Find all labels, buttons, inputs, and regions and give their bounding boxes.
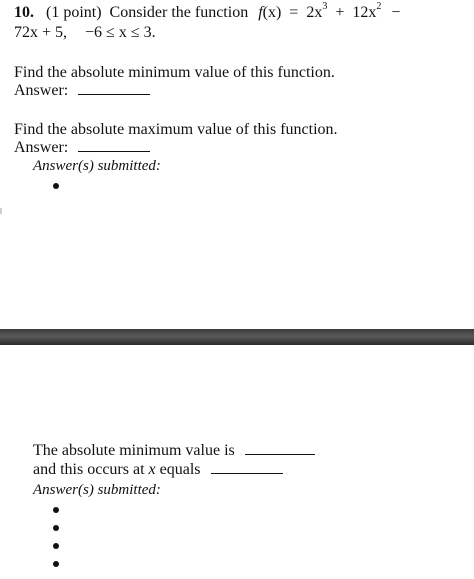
min-value-label: The absolute minimum value is [33, 442, 235, 459]
min-location-blank[interactable] [211, 461, 283, 474]
min-location-row [33, 461, 283, 479]
minus-sign: − [391, 4, 401, 21]
max-answer-blank[interactable] [78, 139, 150, 152]
problem-intro: Consider the function [109, 4, 249, 21]
function-rest: 72x + 5, [14, 24, 68, 41]
min-answer-blank[interactable] [78, 82, 150, 95]
submitted-answer-bullet [53, 543, 59, 549]
term-quadratic-coef: 12x [352, 4, 377, 21]
min-location-var: x [148, 461, 156, 478]
section-divider-bar [0, 329, 474, 345]
edge-mark [0, 208, 2, 214]
question-max-prompt: Find the absolute maximum value of this function. [14, 121, 338, 138]
term-cubic [306, 0, 328, 21]
question-max-answer-row [14, 139, 150, 157]
submitted-answer-bullet [53, 525, 59, 531]
min-location-prefix: and this occurs at [33, 461, 149, 478]
submitted-answer-bullet [53, 561, 59, 567]
domain-constraint: −6 ≤ x ≤ 3. [85, 24, 156, 41]
problem-statement-line1 [14, 0, 401, 22]
plus-sign: + [335, 4, 345, 21]
problem-number: 10. [14, 4, 34, 21]
submitted-answer-bullet [53, 507, 59, 513]
problem-points: (1 point) [46, 4, 102, 21]
term-cubic-coef: 2x [306, 4, 323, 21]
min-location-suffix: equals [155, 461, 201, 478]
submitted-answer-bullet [53, 183, 59, 189]
answer-label: Answer: [14, 82, 69, 99]
min-value-blank[interactable] [245, 442, 315, 455]
question-min-prompt: Find the absolute minimum value of this function. [14, 64, 335, 81]
function-variable: (x) [262, 4, 282, 21]
min-value-row [33, 442, 315, 460]
term-cubic-exp: 3 [322, 0, 328, 12]
answer-label: Answer: [14, 139, 69, 156]
function-name: f [258, 4, 263, 21]
term-quadratic-exp: 2 [376, 0, 382, 12]
question-min-answer-row [14, 82, 150, 100]
problem-statement-line2 [14, 24, 156, 42]
term-quadratic [352, 0, 382, 21]
equals-sign: = [289, 4, 299, 21]
submitted-answers-label-2: Answer(s) submitted: [33, 482, 161, 498]
submitted-answers-label: Answer(s) submitted: [33, 158, 161, 174]
